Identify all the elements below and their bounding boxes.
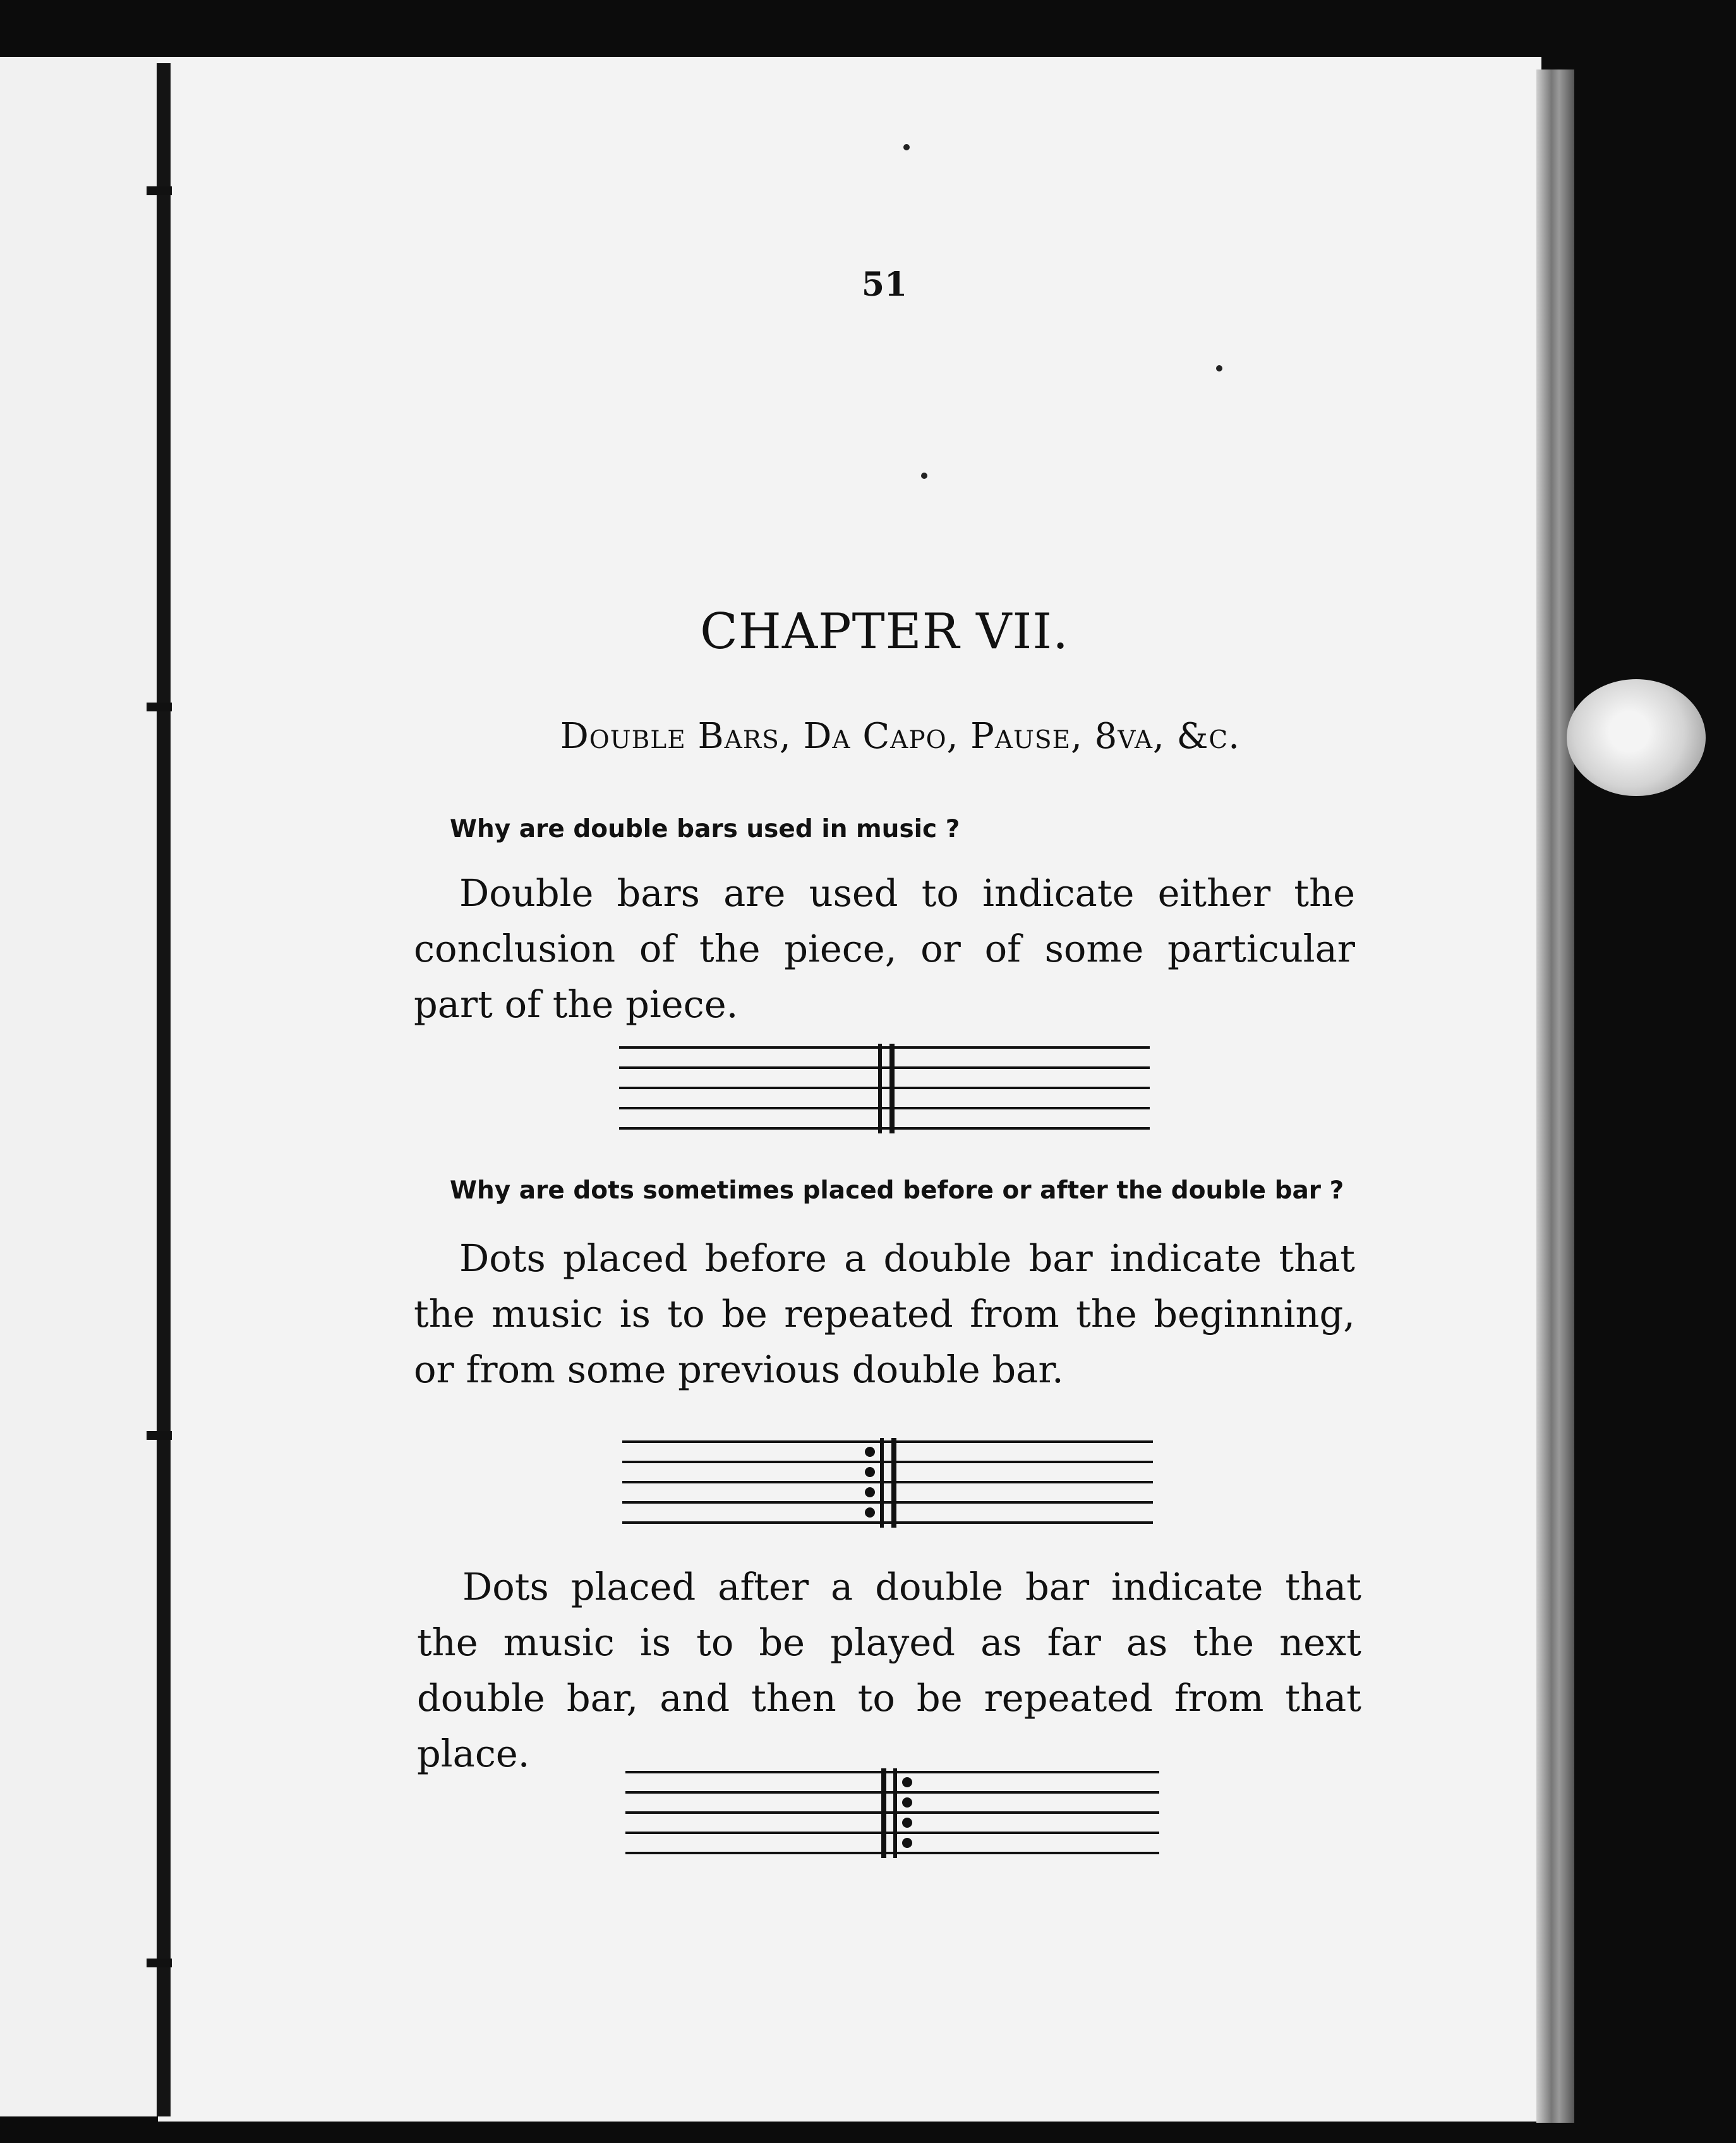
chapter-subtitle: Double Bars, Da Capo, Pause, 8va, &c. bbox=[560, 716, 1241, 757]
binding-mark bbox=[147, 186, 172, 195]
ink-speck bbox=[921, 473, 927, 479]
page-edge bbox=[1536, 69, 1574, 2123]
answer-dots-before: Dots placed before a double bar indicate that the music is to be repeated from the beginning, or from some previous double bar. bbox=[414, 1236, 1355, 1391]
page-number: 51 bbox=[861, 265, 908, 304]
answer-double-bars: Double bars are used to indicate either the conclusion of the piece, or of some particular part of the piece. bbox=[414, 871, 1355, 1026]
repeat-dots-before-figure bbox=[622, 1435, 1153, 1530]
answer-dots-after: Dots placed after a double bar indicate that the music is to be played as far as the next double bar, and then to be repeated from that place. bbox=[417, 1565, 1361, 1775]
question-dots: Why are dots sometimes placed before or after the double bar ? bbox=[450, 1176, 1344, 1205]
question-double-bars: Why are double bars used in music ? bbox=[450, 815, 960, 843]
book-spine bbox=[157, 63, 171, 2116]
binding-mark bbox=[147, 1959, 172, 1967]
repeat-dots-after-figure bbox=[625, 1766, 1159, 1861]
binding-mark bbox=[147, 1431, 172, 1440]
double-bar-staff bbox=[619, 1041, 1150, 1136]
left-page-edge bbox=[0, 57, 169, 2116]
repeat-before-staff bbox=[622, 1435, 1153, 1530]
ink-speck bbox=[903, 144, 910, 150]
binding-mark bbox=[147, 703, 172, 711]
paper-stain bbox=[1567, 679, 1706, 796]
repeat-after-staff bbox=[625, 1766, 1159, 1861]
double-bar-figure bbox=[619, 1041, 1150, 1136]
ink-speck bbox=[1216, 365, 1222, 371]
chapter-title: CHAPTER VII. bbox=[700, 603, 1069, 660]
